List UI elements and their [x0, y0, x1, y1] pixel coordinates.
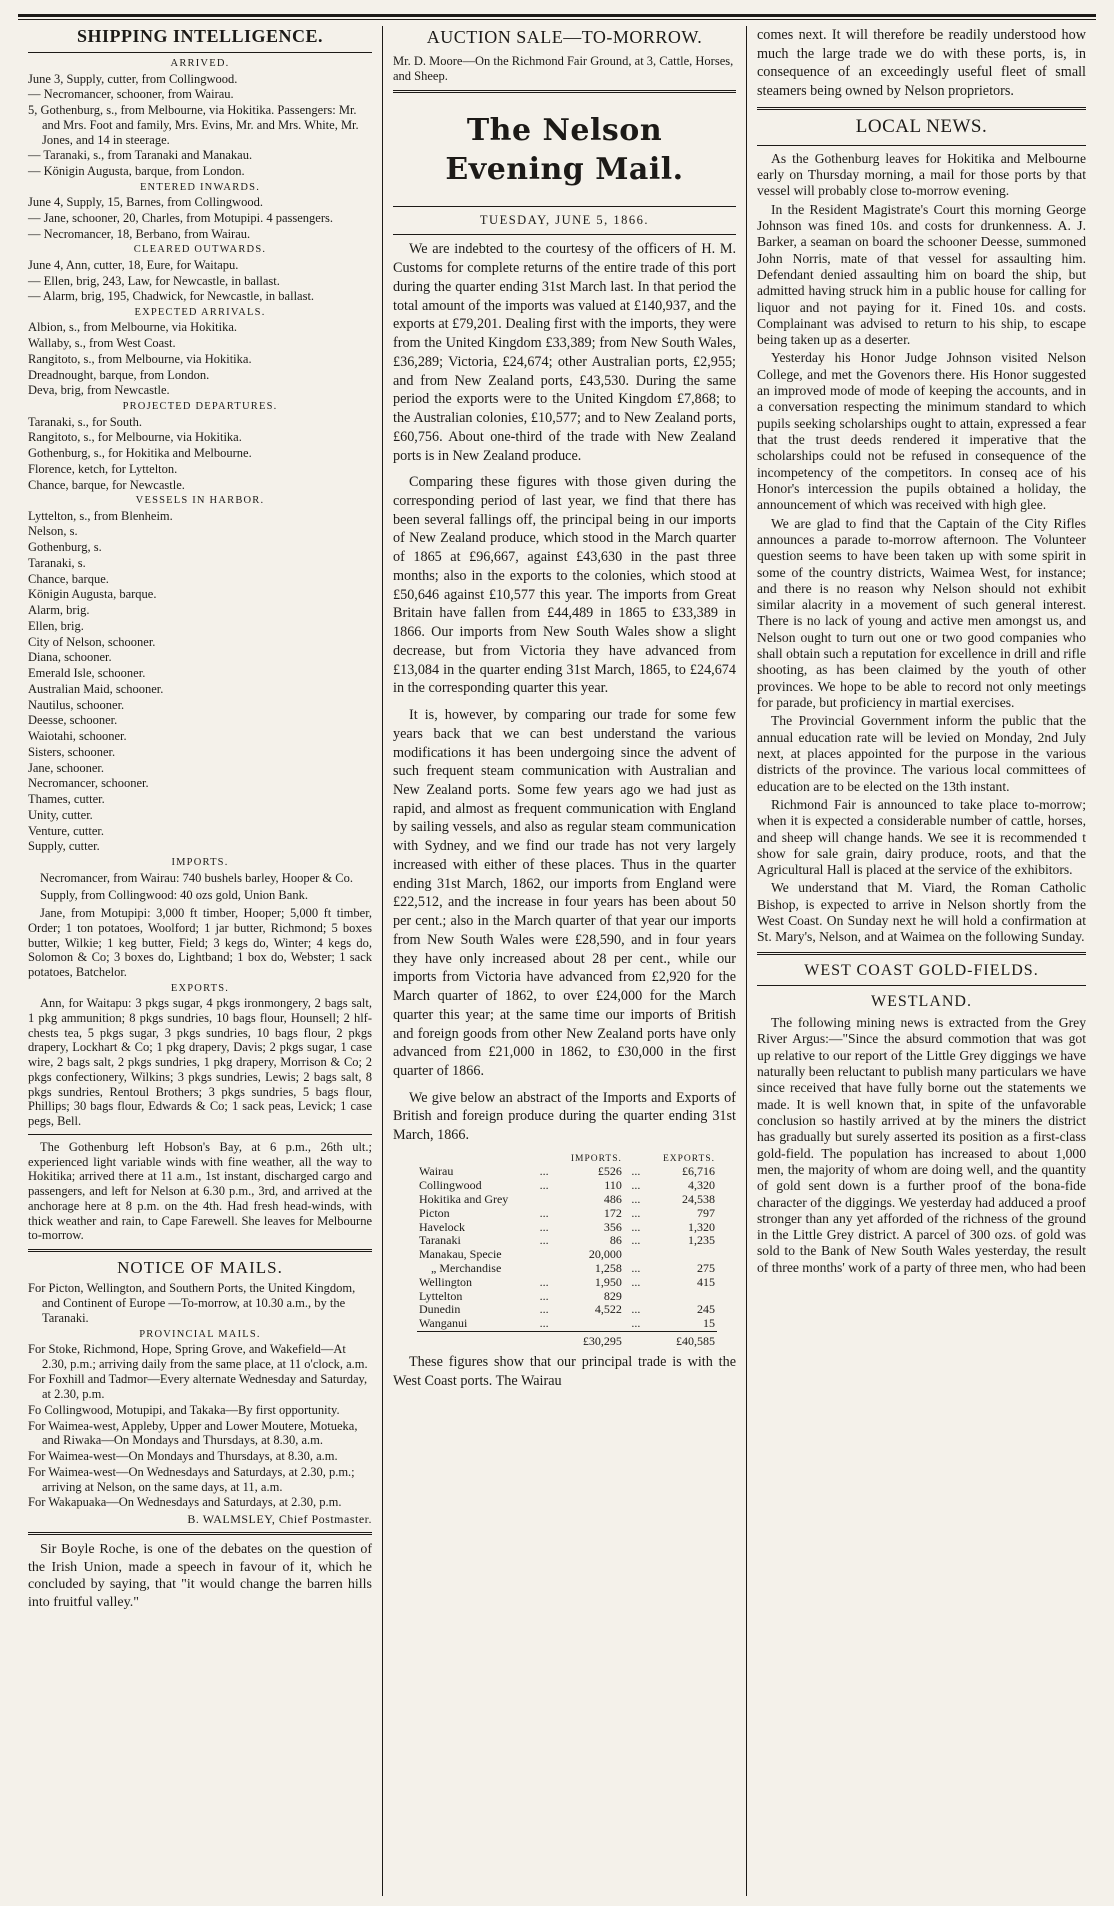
list-item: Supply, from Collingwood: 40 ozs gold, Union Bank.	[40, 888, 308, 903]
provincial-mails-heading: PROVINCIAL MAILS.	[139, 1328, 261, 1340]
auction-body: Mr. D. Moore—On the Richmond Fair Ground, at 3, Cattle, Horses, and Sheep.	[393, 53, 734, 83]
list-item: Dreadnought, barque, from London.	[28, 367, 210, 382]
list-item: Australian Maid, schooner.	[28, 681, 164, 696]
list-item: Sisters, schooner.	[28, 744, 116, 759]
list-item: Venture, cutter.	[28, 823, 105, 838]
list-item: Gothenburg, s.	[28, 540, 102, 555]
projected-list	[28, 415, 372, 493]
masthead: The Nelson Evening Mail.	[445, 112, 684, 188]
postmaster-signature: B. WALMSLEY, Chief Postmaster.	[187, 1512, 372, 1527]
entered-heading: ENTERED INWARDS.	[139, 181, 261, 193]
arrived-list	[28, 72, 372, 179]
list-item: For Stoke, Richmond, Hope, Spring Grove, and Wakefield—At 2.30, p.m.; arriving daily from the same place, at 11 o'clock, a.m.	[28, 1341, 368, 1371]
list-item: June 3, Supply, cutter, from Collingwood.	[28, 71, 238, 86]
list-item: Nautilus, schooner.	[28, 697, 125, 712]
table-row: Havelock ... 356 ... 1,320	[419, 1219, 715, 1234]
expected-heading: EXPECTED ARRIVALS.	[134, 307, 266, 319]
local-news-paragraph: Yesterday his Honor Judge Johnson visited Nelson College, and met the Govenors there. His Honor suggested an improved mode of mode of keeping the accounts, and in a conversation respecting the minimum standard to which pupils seeking scholarships ought to attain, expressed a fear that the trust deeds rendered it imperative that the scholarships could not be refused in consequence of the incompetency of the competitors. In conseq ace of his Honor's intercession the pupils obtained a holiday, the announcement of which was received with high glee.	[757, 350, 1086, 513]
local-news-title: LOCAL NEWS.	[855, 115, 988, 137]
list-item: Waiotahi, schooner.	[28, 729, 127, 744]
list-item: 5, Gothenburg, s., from Melbourne, via Hokitika. Passengers: Mr. and Mrs. Foot and family, Mrs. Evins, Mr. and Mrs. White, Mr. Jones, and 14 in steerage.	[28, 103, 359, 147]
table-row: „ Merchandise 1,258 ... 275	[431, 1261, 715, 1276]
list-item: Emerald Isle, schooner.	[28, 666, 146, 681]
expected-list	[28, 320, 372, 398]
table-row: Wanganui ... ... 15	[419, 1316, 715, 1331]
exports-column-header: EXPORTS.	[662, 1153, 715, 1164]
table-row: Picton ... 172 ... 797	[419, 1205, 715, 1220]
column-2	[382, 26, 746, 1896]
list-item: — Necromancer, 18, Berbano, from Wairau.	[28, 226, 251, 241]
list-item: Rangitoto, s., from Melbourne, via Hokitika.	[28, 351, 252, 366]
dateline: TUESDAY, JUNE 5, 1866.	[479, 212, 650, 227]
list-item: Taranaki, s., for South.	[28, 414, 143, 429]
list-item: Fo Collingwood, Motupipi, and Takaka—By first opportunity.	[28, 1402, 340, 1417]
list-item: Necromancer, schooner.	[28, 776, 149, 791]
list-item: Alarm, brig.	[28, 603, 90, 618]
list-item: — Jane, schooner, 20, Charles, from Motupipi. 4 passengers.	[28, 210, 333, 225]
local-news-paragraph: Richmond Fair is announced to take place to-morrow; when it is expected a considerable number of cattle, horses, and sheep will change hands. We see it is recommended t show for sale grain, dairy produce, roots, and that the Agricultural Hall is placed at the service of the exhibitors.	[757, 796, 1086, 878]
column-1	[18, 26, 382, 1896]
column-3	[746, 26, 1096, 1896]
list-item: Chance, barque.	[28, 571, 109, 586]
list-item: Lyttelton, s., from Blenheim.	[28, 508, 173, 523]
imports-list	[28, 871, 372, 980]
list-item: For Waimea-west, Appleby, Upper and Lower Moutere, Motueka, and Riwaka—On Mondays and Thursdays, at 8.30, a.m.	[28, 1418, 358, 1448]
mails-title: NOTICE OF MAILS.	[117, 1258, 283, 1278]
list-item: Nelson, s.	[28, 524, 78, 539]
editorial-continuation: comes next. It will therefore be readily understood how much the large trade we do with these ports, is, in consequence of an exceedingly useful fleet of small steamers being owned by Nelson proprietors.	[757, 27, 1086, 100]
list-item: — Necromancer, schooner, from Wairau.	[28, 87, 234, 102]
list-item: Rangitoto, s., for Melbourne, via Hokitika.	[28, 430, 242, 445]
cleared-heading: CLEARED OUTWARDS.	[133, 244, 267, 256]
list-item: — Ellen, brig, 243, Law, for Newcastle, in ballast.	[28, 273, 280, 288]
list-item: Florence, ketch, for Lyttelton.	[28, 461, 178, 476]
list-item: Albion, s., from Melbourne, via Hokitika.	[28, 320, 237, 335]
cleared-list	[28, 258, 372, 304]
mails-list	[28, 1342, 372, 1510]
list-item: Ellen, brig.	[28, 618, 84, 633]
local-news-paragraph: In the Resident Magistrate's Court this morning George Johnson was fined 10s. and costs for drunkenness. A. J. Barker, a seaman on board the schooner Deesse, summoned John Norris, mate of that vessel for assaulting him. Defendant denied assaulting him on board the ship, but admitted having struck him in a public house for calling for liquor and not paying for it. Fined 10s. and costs. Complainant was advised to return to his ship, to escape being taken up as a deserter.	[757, 201, 1086, 348]
projected-heading: PROJECTED DEPARTURES.	[122, 401, 278, 413]
list-item: Jane, from Motupipi: 3,000 ft timber, Hooper; 5,000 ft timber, Order; 1 ton potatoes, Woolford; 1 jar butter, Richmond; 5 boxes butter, Wilkie; 1 keg butter, Field; 3 kegs do, Winter; 4 kegs do, Solomon & Co; 3 boxes do, Lightband; 1 box do, Webster; 1 sack potatoes, Batchelor.	[28, 906, 372, 980]
goldfields-title: WEST COAST GOLD-FIELDS.	[804, 961, 1039, 979]
auction-title: AUCTION SALE—TO-MORROW.	[426, 27, 703, 47]
local-news-paragraph: We are glad to find that the Captain of the City Rifles announces a parade to-morrow afternoon. The Volunteer question seems to have been taken up with some spirit in some of the country districts, Waimea West, for instance; and there is no reason why Nelson should not exhibit similar alacrity in a movement of such general interest. There is no lack of young and active men amongst us, and Nelson ought to turn out one or two good companies who shall obtain such a reputation for excellence in drill and rifle shooting, as has been claimed by the youth of other provinces. We hope to be able to record not only meetings for parade, but proficiency in martial exercises.	[757, 515, 1086, 711]
list-item: — Königin Augusta, barque, from London.	[28, 164, 245, 179]
arrived-heading: ARRIVED.	[170, 58, 230, 70]
list-item: Thames, cutter.	[28, 792, 105, 807]
editorial-closing: These figures show that our principal trade is with the West Coast ports. The Wairau	[393, 1353, 736, 1389]
imports-column-header: IMPORTS.	[570, 1153, 622, 1164]
list-item: For Wakapuaka—On Wednesdays and Saturdays, at 2.30, p.m.	[28, 1495, 342, 1510]
list-item: For Foxhill and Tadmor—Every alternate Wednesday and Saturday, at 2.30, p.m.	[28, 1372, 368, 1402]
editorial-paragraph: We give below an abstract of the Imports and Exports of British and foreign produce during the quarter ending 31st March, 1866.	[393, 1089, 736, 1144]
list-item: Taranaki, s.	[28, 555, 86, 570]
list-item: City of Nelson, schooner.	[28, 634, 156, 649]
local-news-paragraph: The Provincial Government inform the public that the annual education rate will be levied on Monday, 2nd July next, at places appointed for the purpose in the various districts of the province. The various local committees of education are to be elected on the 13th instant.	[757, 713, 1086, 794]
local-news-paragraph: As the Gothenburg leaves for Hokitika and Melbourne early on Thursday morning, a mail for those ports by that vessel will probably close to-morrow evening.	[757, 150, 1086, 199]
list-item: Königin Augusta, barque.	[28, 587, 157, 602]
list-item: June 4, Supply, 15, Barnes, from Collingwood.	[28, 195, 263, 210]
list-item: — Taranaki, s., from Taranaki and Manakau.	[28, 148, 253, 163]
list-item: Unity, cutter.	[28, 807, 93, 822]
list-item: Deva, brig, from Newcastle.	[28, 383, 170, 398]
list-item: Supply, cutter.	[28, 839, 100, 854]
table-row: Wairau ... £526 ... £6,716	[419, 1164, 715, 1179]
list-item: Wallaby, s., from West Coast.	[28, 336, 176, 351]
goldfields-body: The following mining news is extracted from the Grey River Argus:—"Since the absurd commotion that was got up relative to our report of the Little Grey diggings we have naturally been reluctant to publish many particulars we have since received that have fully borne out the statements we made. It is well known that, in spite of the unfavorable conclusion so hastily arrived at by the miners the district has gradually but surely asserted its position as a first-class gold-field. The population has increased to about 1,000 men, the majority of whom are doing well, and the quantity of gold sent down is a further proof of the bona-fide character of the diggings. We yesterday had adduced a proof stronger than any yet afforded of the richness of the ground in the Little Grey district. A parcel of 300 ozs. of gold was sold to the Bank of New South Wales yesterday, the result of three months' work of a party of three men, who had been	[757, 1015, 1086, 1275]
list-item: Necromancer, from Wairau: 740 bushels barley, Hooper & Co.	[40, 870, 353, 885]
table-total-row: £30,295 £40,585	[417, 1332, 717, 1349]
exports-heading: EXPORTS.	[170, 982, 230, 994]
table-row: Dunedin ... 4,522 ... 245	[419, 1302, 715, 1317]
editorial-paragraph: Comparing these figures with those given during the corresponding period of last year, we find that there has been several fallings off, the principal being in our imports of New Zealand produce, which stood in the March quarter of 1865 at £96,667, against £43,630 in the past three months; also in the exports to the colonies, which stood at £50,646 against £10,577 this year. The imports from Great Britain have fallen from £44,489 in 1865 to £33,389 in 1866. Our imports from New South Wales show a slight decrease, but from Victoria they have advanced from £13,084 in the quarter ending 31st March, 1865, to £24,674 in the corresponding quarter this year.	[393, 474, 736, 697]
shipping-title: SHIPPING INTELLIGENCE.	[76, 26, 324, 46]
imports-heading: IMPORTS.	[171, 857, 229, 869]
vessels-list	[28, 509, 372, 855]
vessels-heading: VESSELS IN HARBOR.	[135, 495, 265, 507]
boyle-roche-item: Sir Boyle Roche, is one of the debates on the question of the Irish Union, made a speech in favour of it, which he concluded by saying, that "it would change the barren hills into fruitful valley."	[28, 1542, 372, 1610]
table-row: Collingwood ... 110 ... 4,320	[419, 1178, 715, 1193]
list-item: Gothenburg, s., for Hokitika and Melbourne.	[28, 446, 252, 461]
list-item: June 4, Ann, cutter, 18, Eure, for Waitapu.	[28, 257, 239, 272]
top-rule	[18, 14, 1096, 20]
list-item: For Waimea-west—On Mondays and Thursdays, at 8.30, a.m.	[28, 1449, 338, 1464]
gothenburg-note: The Gothenburg left Hobson's Bay, at 6 p.m., 26th ult.; experienced light variable winds with fine weather, all the way to Hokitika; arrived there at 11 a.m., 1st instant, discharged cargo and passengers, and left for Nelson at 6.30 p.m., 3rd, and arrived at the anchorage here at 8 p.m. on the 4th. Had fresh head-winds, with thick weather and rain, to Cape Farewell. She leaves for Melbourne to-morrow.	[28, 1139, 372, 1243]
list-item: Chance, barque, for Newcastle.	[28, 477, 185, 492]
editorial-paragraph: We are indebted to the courtesy of the officers of H. M. Customs for complete returns of the entire trade of this port during the quarter ending 31st March last. In that period the total amount of the imports was valued at £140,937, and the exports at £79,201. Dealing first with the imports, they were from the United Kingdom £33,389; from New South Wales, £36,289; Victoria, £24,674; other Australian ports, £2,955; and from New Zealand ports, £43,530. During the same period the exports were to the United Kingdom £7,868; to the Australian colonies, £10,577; and to New Zealand ports, £60,756. About one-third of the trade with New Zealand ports is in New Zealand produce.	[393, 241, 736, 464]
mails-intro: For Picton, Wellington, and Southern Ports, the United Kingdom, and Continent of Europe —To-morrow, at 10.30 a.m., by the Taranaki.	[28, 1281, 356, 1325]
list-item: Diana, schooner.	[28, 650, 112, 665]
list-item: Deesse, schooner.	[28, 713, 118, 728]
editorial-paragraph: It is, however, by comparing our trade for some few years back that we can best understand the various modifications it has been undergoing since the advent of such frequent steam communication with Australian and New Zealand ports. Some few years ago we had just as rapid, and almost as frequent communication with England by sailing vessels, and also as regular steam communication with Sydney, and we find our trade has not very largely increased with either of these places. Thus in the quarter ending 31st March, 1862, our imports from England were £22,512, and the increase in four years has been about 50 per cent.; also in the March quarter of that year our imports from New South Wales were £28,590, and in four years they have only increased about 28 per cent., while our imports from Victoria have advanced from £2,920 for the March quarter of 1862, to over £24,000 for the March quarter this year; at the same time our imports of British and foreign goods from other New Zealand ports have only advanced from £21,000 in 1862, to £30,000 in the first quarter of 1866.	[393, 707, 736, 1080]
goldfields-subtitle: WESTLAND.	[871, 992, 972, 1010]
table-row: Lyttelton ... 829	[419, 1288, 622, 1303]
exports-text: Ann, for Waitapu: 3 pkgs sugar, 4 pkgs ironmongery, 2 bags salt, 1 pkg ammunition; 8 pkgs sundries, 10 bags flour, Hounsell; 2 hlf-chests tea, 5 pkgs sugar, 3 pkgs sundries, 10 bags flour, 2 pkgs drapery, Lockhart & Co; 1 pkg drapery, Davis; 2 pkgs sugar, 1 case wire, 2 bags salt, 2 pkgs sundries, 1 pkg drapery, Morrison & Co; 2 pkgs confectionery, Wilkins; 3 pkgs sundries, Lewis; 2 bags salt, 8 pkgs sundries, Rentoul Brothers; 3 pkgs sundries, 5 bags flour, Phillips; 30 bags flour, Edwards & Co; 1 sack peas, Levick; 1 case pegs, Bell.	[28, 996, 372, 1129]
table-row: Manakau, Specie 20,000	[419, 1247, 622, 1262]
trade-table	[417, 1153, 717, 1349]
table-row: Wellington ... 1,950 ... 415	[419, 1274, 715, 1289]
list-item: — Alarm, brig, 195, Chadwick, for Newcastle, in ballast.	[28, 289, 315, 304]
entered-list	[28, 195, 372, 241]
table-row: Hokitika and Grey 486 ... 24,538	[419, 1192, 715, 1207]
table-row: Taranaki ... 86 ... 1,235	[419, 1233, 715, 1248]
local-news-paragraph: We understand that M. Viard, the Roman Catholic Bishop, is expected to arrive in Nelson shortly from the West Coast. On Sunday next he will hold a confirmation at St. Mary's, Nelson, and at Waimea on the following Sunday.	[757, 880, 1086, 945]
list-item: For Waimea-west—On Wednesdays and Saturdays, at 2.30, p.m.; arriving at Nelson, on the same days, at 11, a.m.	[28, 1464, 355, 1494]
list-item: Jane, schooner.	[28, 760, 105, 775]
